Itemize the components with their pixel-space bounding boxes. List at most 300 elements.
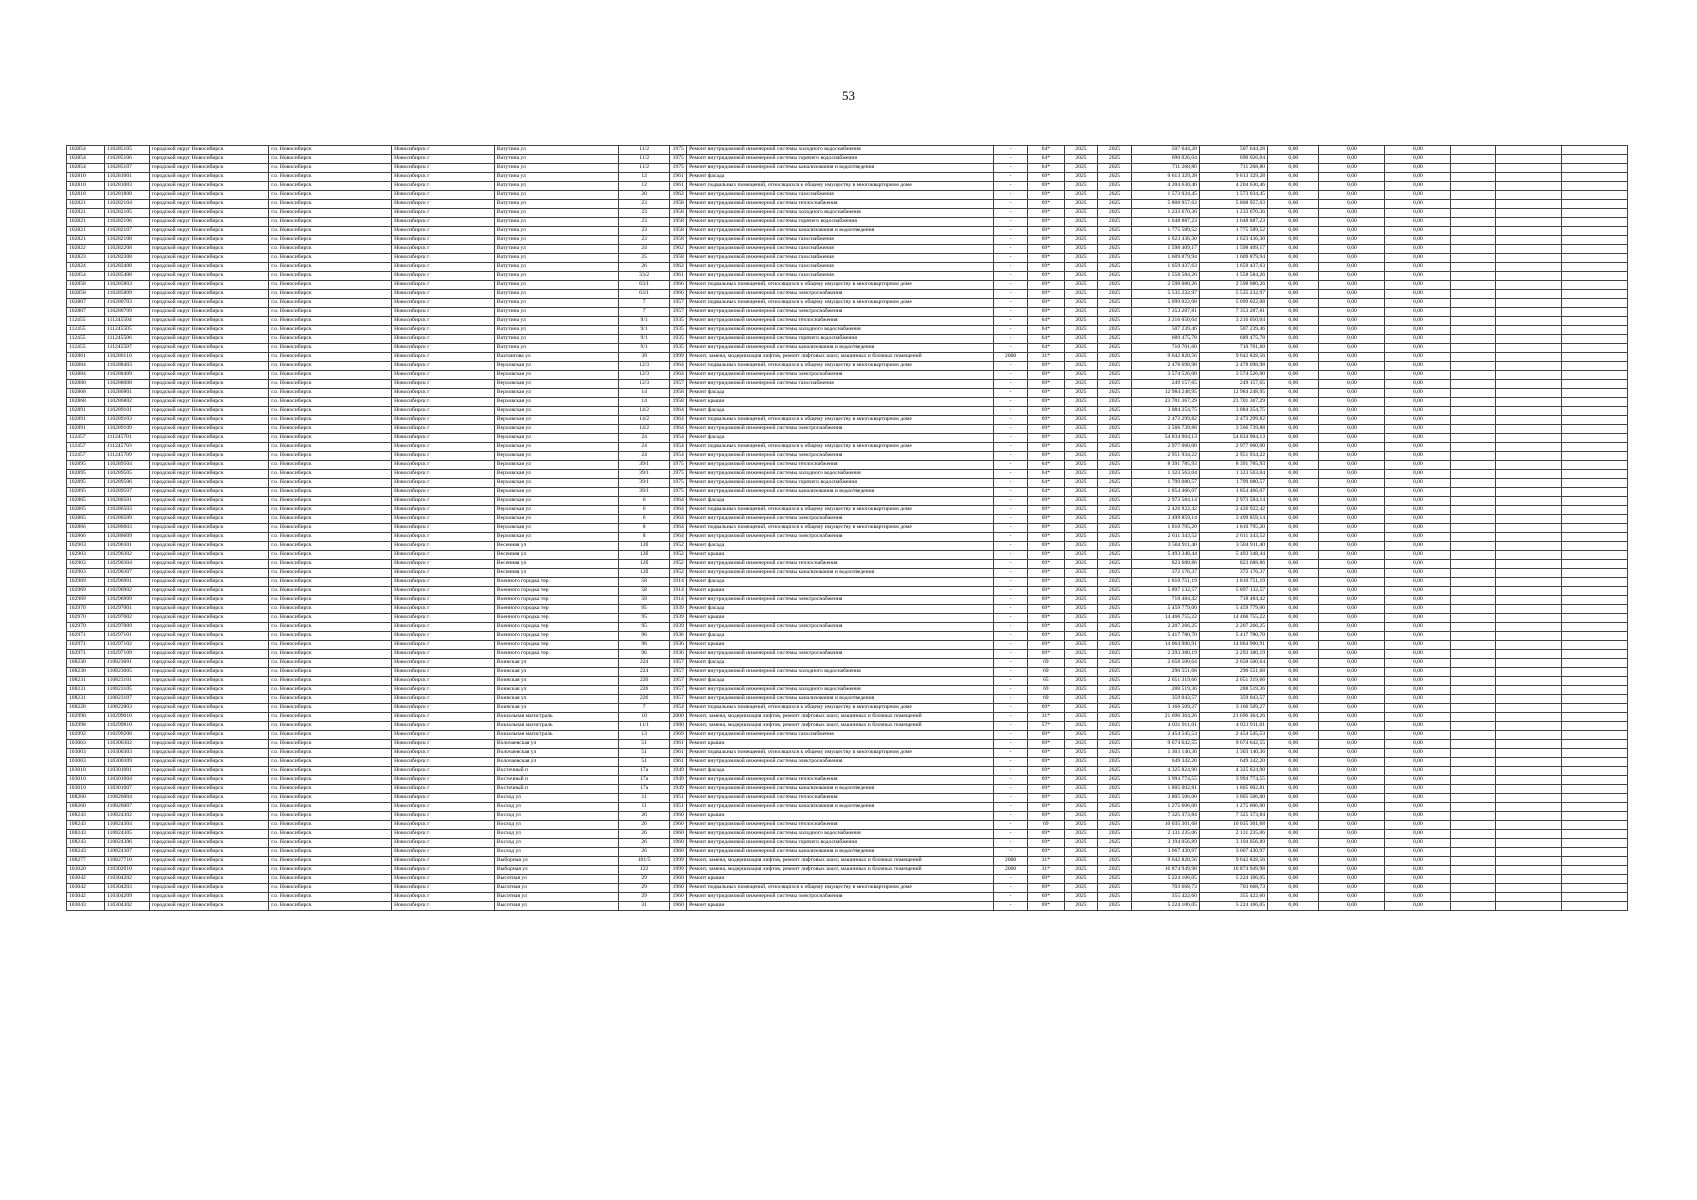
table-cell: Высотная ул <box>494 875 618 884</box>
table-cell: Ремонт крыши <box>687 641 994 650</box>
table-cell: г.о. Новосибирск <box>269 731 392 740</box>
table-cell: 7 <box>618 704 669 713</box>
table-cell: 1 623 436,30 <box>1199 236 1267 245</box>
table-cell: городской округ Новосибирск <box>149 425 269 434</box>
table-cell: 5 224 106,05 <box>1131 902 1199 911</box>
table-cell: 57* <box>1027 722 1064 731</box>
table-cell <box>1561 371 1627 380</box>
table-cell: 0,00 <box>1268 389 1319 398</box>
table-cell: Воинская ул <box>494 668 618 677</box>
table-cell: 9 642 828,56 <box>1131 857 1199 866</box>
table-cell <box>1496 758 1562 767</box>
table-cell: - <box>994 443 1028 452</box>
table-cell: 0,00 <box>1385 641 1451 650</box>
table-cell: 0,00 <box>1319 497 1385 506</box>
table-cell <box>1496 821 1562 830</box>
table-cell: Новосибирск г <box>392 848 495 857</box>
table-cell <box>1451 623 1496 632</box>
table-cell: Ремонт внутридомовой инженерной системы электроснабжения <box>687 452 994 461</box>
table-cell: 2 977 060,00 <box>1199 443 1267 452</box>
table-cell: 0,00 <box>1319 182 1385 191</box>
table-cell: Высотная ул <box>494 884 618 893</box>
table-cell: 69* <box>1027 578 1064 587</box>
table-cell <box>1451 821 1496 830</box>
table-row <box>67 227 1628 236</box>
table-cell: 1936 <box>670 641 687 650</box>
table-cell <box>1451 596 1496 605</box>
table-cell: 1935 <box>670 335 687 344</box>
table-cell: Ремонт внутридомовой инженерной системы холодного водоснабжения <box>687 830 994 839</box>
table-cell: 0,00 <box>1268 776 1319 785</box>
table-cell <box>1451 785 1496 794</box>
table-cell: - <box>994 299 1028 308</box>
table-cell <box>1561 515 1627 524</box>
table-cell: - <box>994 848 1028 857</box>
table-cell: 69 <box>1027 686 1064 695</box>
table-cell: 0,00 <box>1319 524 1385 533</box>
table-cell: 110286503 <box>104 506 149 515</box>
table-cell <box>1561 488 1627 497</box>
table-cell: г.о. Новосибирск <box>269 830 392 839</box>
table-cell <box>1451 362 1496 371</box>
table-cell: Ремонт подвальных помещений, относящихся к общему имуществу в многоквартирном доме <box>687 704 994 713</box>
table-cell <box>1496 416 1562 425</box>
table-cell: 0,00 <box>1268 812 1319 821</box>
table-cell: 1914 <box>670 578 687 587</box>
table-cell: 2025 <box>1064 659 1098 668</box>
table-cell <box>1496 560 1562 569</box>
table-cell: 3 805 506,00 <box>1199 794 1267 803</box>
table-cell: 110289504 <box>104 461 149 470</box>
table-row <box>67 398 1628 407</box>
table-cell: городской округ Новосибирск <box>149 398 269 407</box>
table-cell: 11/2 <box>618 155 669 164</box>
table-cell: Восточный п <box>494 776 618 785</box>
table-cell: 2025 <box>1064 713 1098 722</box>
table-cell: 69* <box>1027 191 1064 200</box>
table-cell: Новосибирск г <box>392 812 495 821</box>
table-cell: - <box>994 362 1028 371</box>
table-cell: 2 658 500,64 <box>1131 659 1199 668</box>
table-cell: г.о. Новосибирск <box>269 254 392 263</box>
table-cell: городской округ Новосибирск <box>149 515 269 524</box>
table-cell: 5 224 106,05 <box>1199 902 1267 911</box>
table-cell: 39/1 <box>618 470 669 479</box>
table-cell: 26 <box>618 821 669 830</box>
table-cell <box>1496 443 1562 452</box>
table-cell: 2 598 080,26 <box>1131 281 1199 290</box>
table-cell: 3 067 430,97 <box>1131 848 1199 857</box>
table-cell: 0,00 <box>1385 848 1451 857</box>
table-cell: 110297101 <box>104 632 149 641</box>
table-cell: г.о. Новосибирск <box>269 263 392 272</box>
table-cell: 13 <box>618 731 669 740</box>
table-cell: 2025 <box>1064 533 1098 542</box>
table-cell <box>1496 488 1562 497</box>
table-cell: Ремонт внутридомовой инженерной системы горячего водоснабжения <box>687 155 994 164</box>
table-cell: 0,00 <box>1385 632 1451 641</box>
table-cell: 102822 <box>67 245 105 254</box>
table-cell: 0,00 <box>1385 227 1451 236</box>
table-cell: 2 426 922,42 <box>1131 506 1199 515</box>
table-cell: 0,00 <box>1319 479 1385 488</box>
table-cell: 0,00 <box>1319 407 1385 416</box>
table-cell: 0,00 <box>1319 488 1385 497</box>
table-cell: 8 391 785,93 <box>1199 461 1267 470</box>
table-cell: 0,00 <box>1319 902 1385 911</box>
table-cell: 2025 <box>1098 416 1132 425</box>
table-cell: 102971 <box>67 641 105 650</box>
table-cell: - <box>994 281 1028 290</box>
table-cell <box>1451 803 1496 812</box>
table-cell: 3 194 056,89 <box>1131 839 1199 848</box>
table-cell: 703 668,73 <box>1131 884 1199 893</box>
table-cell <box>1496 245 1562 254</box>
table-cell <box>1451 578 1496 587</box>
table-cell <box>1561 632 1627 641</box>
table-cell: 2 611 343,52 <box>1131 533 1199 542</box>
table-cell <box>1451 434 1496 443</box>
table-cell <box>1496 587 1562 596</box>
table-cell <box>1451 605 1496 614</box>
table-cell <box>1451 317 1496 326</box>
table-cell: 108230 <box>67 668 105 677</box>
table-cell: 0,00 <box>1319 758 1385 767</box>
table-cell: 1 648 887,23 <box>1131 218 1199 227</box>
table-cell: 0,00 <box>1319 740 1385 749</box>
table-cell: Новосибирск г <box>392 245 495 254</box>
table-cell: 2 131 235,06 <box>1131 830 1199 839</box>
table-row <box>67 344 1628 353</box>
table-cell: 110282108 <box>104 236 149 245</box>
table-cell: 0,00 <box>1385 533 1451 542</box>
table-cell: 0,00 <box>1319 704 1385 713</box>
table-cell <box>1496 785 1562 794</box>
table-cell: 0,00 <box>1268 713 1319 722</box>
table-cell <box>1451 560 1496 569</box>
table-cell <box>1451 290 1496 299</box>
table-cell: 110823005 <box>104 668 149 677</box>
table-cell: г.о. Новосибирск <box>269 614 392 623</box>
table-cell: 101/5 <box>618 857 669 866</box>
table-cell: 69* <box>1027 776 1064 785</box>
table-cell: г.о. Новосибирск <box>269 686 392 695</box>
table-cell: 1957 <box>670 695 687 704</box>
table-cell: 2025 <box>1064 614 1098 623</box>
table-cell: 108243 <box>67 830 105 839</box>
table-cell: 102971 <box>67 632 105 641</box>
table-cell: Ватутина ул <box>494 236 618 245</box>
table-cell <box>1561 164 1627 173</box>
table-cell: г.о. Новосибирск <box>269 758 392 767</box>
table-cell: Ремонт внутридомовой инженерной системы теплоснабжения <box>687 560 994 569</box>
table-cell: - <box>994 695 1028 704</box>
table-cell: 2025 <box>1064 308 1098 317</box>
table-cell: 0,00 <box>1319 326 1385 335</box>
table-cell: 226 <box>618 677 669 686</box>
table-cell: г.о. Новосибирск <box>269 218 392 227</box>
table-cell: 2025 <box>1064 524 1098 533</box>
table-cell: 0,00 <box>1268 254 1319 263</box>
table-cell: 17а <box>618 776 669 785</box>
table-cell: 2025 <box>1098 785 1132 794</box>
table-cell: 2025 <box>1098 578 1132 587</box>
table-cell: 102903 <box>67 551 105 560</box>
table-cell <box>1451 452 1496 461</box>
table-row <box>67 200 1628 209</box>
table-cell <box>1496 344 1562 353</box>
table-cell: г.о. Новосибирск <box>269 470 392 479</box>
table-cell: - <box>994 803 1028 812</box>
table-cell: 111245504 <box>104 317 149 326</box>
table-cell: 69* <box>1027 200 1064 209</box>
table-row <box>67 803 1628 812</box>
table-cell: г.о. Новосибирск <box>269 290 392 299</box>
table-cell <box>1496 164 1562 173</box>
table-cell: 2025 <box>1098 254 1132 263</box>
table-cell: Весенняя ул <box>494 560 618 569</box>
table-cell <box>1561 272 1627 281</box>
table-cell: 1962 <box>670 263 687 272</box>
table-cell: 1960 <box>670 902 687 911</box>
table-cell <box>1561 641 1627 650</box>
table-cell: 0,00 <box>1385 299 1451 308</box>
table-cell: 110827710 <box>104 857 149 866</box>
table-cell: Новосибирск г <box>392 731 495 740</box>
table-cell: 2025 <box>1098 398 1132 407</box>
table-cell: 3 499 859,14 <box>1131 515 1199 524</box>
table-cell: 69* <box>1027 524 1064 533</box>
table-cell: 1958 <box>670 200 687 209</box>
table-cell: городской округ Новосибирск <box>149 902 269 911</box>
table-row <box>67 191 1628 200</box>
table-cell: городской округ Новосибирск <box>149 569 269 578</box>
table-cell: 2 131 235,06 <box>1199 830 1267 839</box>
table-cell: 102895 <box>67 488 105 497</box>
table-cell <box>1496 497 1562 506</box>
table-cell: 5 535 232,97 <box>1131 290 1199 299</box>
table-cell: Новосибирск г <box>392 596 495 605</box>
table-row <box>67 857 1628 866</box>
table-cell <box>1561 452 1627 461</box>
table-cell: 111245506 <box>104 335 149 344</box>
table-cell: 0,00 <box>1319 569 1385 578</box>
table-cell: - <box>994 740 1028 749</box>
table-cell: 5 099 022,08 <box>1199 299 1267 308</box>
table-cell: Верховская ул <box>494 398 618 407</box>
table-cell: 0,00 <box>1385 308 1451 317</box>
table-cell <box>1561 380 1627 389</box>
table-cell: 2025 <box>1064 830 1098 839</box>
table-cell: 12 984 248,95 <box>1199 389 1267 398</box>
table-row <box>67 479 1628 488</box>
table-cell: 2025 <box>1064 407 1098 416</box>
table-cell: 0,00 <box>1385 569 1451 578</box>
table-cell: 102861 <box>67 353 105 362</box>
table-cell: 69* <box>1027 632 1064 641</box>
table-cell: 2025 <box>1064 416 1098 425</box>
table-cell: 2025 <box>1064 200 1098 209</box>
table-cell <box>1561 353 1627 362</box>
table-cell: 69* <box>1027 767 1064 776</box>
table-cell: 0,00 <box>1268 641 1319 650</box>
table-cell: 1936 <box>670 632 687 641</box>
table-cell: 110282208 <box>104 245 149 254</box>
table-cell: Новосибирск г <box>392 542 495 551</box>
table-cell: 29 <box>618 893 669 902</box>
table-cell <box>1496 839 1562 848</box>
table-cell <box>1561 749 1627 758</box>
table-cell: 6 <box>618 506 669 515</box>
table-cell: 102895 <box>67 461 105 470</box>
table-cell: 39/1 <box>618 488 669 497</box>
table-cell: 1958 <box>670 236 687 245</box>
table-cell <box>1451 569 1496 578</box>
table-cell: городской округ Новосибирск <box>149 533 269 542</box>
table-cell: 110300303 <box>104 749 149 758</box>
table-cell: г.о. Новосибирск <box>269 236 392 245</box>
table-cell: - <box>994 191 1028 200</box>
table-row <box>67 812 1628 821</box>
table-cell: 2025 <box>1064 497 1098 506</box>
table-cell: городской округ Новосибирск <box>149 659 269 668</box>
table-cell: 3 084 254,75 <box>1199 407 1267 416</box>
table-row <box>67 830 1628 839</box>
table-cell: Ремонт внутридомовой инженерной системы холодного водоснабжения <box>687 146 994 155</box>
table-cell: 2 207 266,25 <box>1131 623 1199 632</box>
table-cell: 103003 <box>67 749 105 758</box>
table-cell: 0,00 <box>1385 776 1451 785</box>
table-cell: 2025 <box>1098 452 1132 461</box>
table-cell: 4 031 911,01 <box>1131 722 1199 731</box>
table-cell: 2 651 319,66 <box>1199 677 1267 686</box>
table-cell: Новосибирск г <box>392 749 495 758</box>
table-cell: 110285408 <box>104 272 149 281</box>
table-cell: Новосибирск г <box>392 218 495 227</box>
table-cell: 69 <box>1027 659 1064 668</box>
table-cell: 69* <box>1027 605 1064 614</box>
table-cell: - <box>994 479 1028 488</box>
table-cell <box>1561 659 1627 668</box>
table-cell: Волочаевская ул <box>494 758 618 767</box>
table-cell: 69* <box>1027 281 1064 290</box>
table-cell: 11/2 <box>618 164 669 173</box>
table-cell: 0,00 <box>1385 650 1451 659</box>
table-cell: 0,00 <box>1268 443 1319 452</box>
table-cell: 26 <box>618 830 669 839</box>
table-cell: Новосибирск г <box>392 740 495 749</box>
table-cell: г.о. Новосибирск <box>269 551 392 560</box>
table-cell: 12б <box>618 560 669 569</box>
table-cell: 103020 <box>67 866 105 875</box>
table-row <box>67 884 1628 893</box>
table-cell: 0,00 <box>1319 686 1385 695</box>
table-cell: 0,00 <box>1385 578 1451 587</box>
table-cell: 2025 <box>1098 479 1132 488</box>
table-cell: Новосибирск г <box>392 263 495 272</box>
table-cell: - <box>994 722 1028 731</box>
table-cell: 12б <box>618 551 669 560</box>
table-cell: 2025 <box>1064 443 1098 452</box>
table-cell: Новосибирск г <box>392 686 495 695</box>
table-cell <box>1561 173 1627 182</box>
table-cell: г.о. Новосибирск <box>269 785 392 794</box>
table-cell: 2025 <box>1098 470 1132 479</box>
table-cell: - <box>994 254 1028 263</box>
table-cell <box>1451 659 1496 668</box>
table-cell: Новосибирск г <box>392 623 495 632</box>
table-cell: 1914 <box>670 587 687 596</box>
table-cell: 2025 <box>1064 335 1098 344</box>
table-cell: 102868 <box>67 389 105 398</box>
table-cell: 69 <box>1027 668 1064 677</box>
table-cell: 69* <box>1027 884 1064 893</box>
table-row <box>67 623 1628 632</box>
table-cell: 69* <box>1027 758 1064 767</box>
table-cell: 108228 <box>67 704 105 713</box>
table-cell: 110297009 <box>104 623 149 632</box>
table-cell: 29 <box>618 884 669 893</box>
table-cell: 2025 <box>1064 164 1098 173</box>
table-cell: 110280703 <box>104 299 149 308</box>
table-cell: Ремонт внутридомовой инженерной системы холодного водоснабжения <box>687 209 994 218</box>
table-cell: 2025 <box>1098 533 1132 542</box>
table-cell: 110282106 <box>104 218 149 227</box>
table-cell: 0,00 <box>1268 326 1319 335</box>
table-cell <box>1496 281 1562 290</box>
table-cell: Новосибирск г <box>392 704 495 713</box>
table-cell <box>1561 146 1627 155</box>
table-cell <box>1496 605 1562 614</box>
table-cell: Волочаевская ул <box>494 740 618 749</box>
table-cell: Новосибирск г <box>392 587 495 596</box>
table-cell: 1952 <box>670 551 687 560</box>
table-cell: 0,00 <box>1268 821 1319 830</box>
table-cell: 102903 <box>67 542 105 551</box>
table-row <box>67 632 1628 641</box>
table-cell: 0,00 <box>1385 686 1451 695</box>
table-cell: 69* <box>1027 533 1064 542</box>
table-cell: Верховская ул <box>494 425 618 434</box>
table-cell: 5 808 957,63 <box>1131 200 1199 209</box>
table-cell: 249 157,65 <box>1199 380 1267 389</box>
table-cell: Вокзальная магистраль <box>494 722 618 731</box>
table-cell <box>1561 848 1627 857</box>
table-cell: Военного городка тер <box>494 614 618 623</box>
table-cell: 23 701 367,29 <box>1199 398 1267 407</box>
table-cell: Ремонт фасада <box>687 659 994 668</box>
table-cell: г.о. Новосибирск <box>269 497 392 506</box>
table-cell: 0,00 <box>1319 821 1385 830</box>
table-cell: 102891 <box>67 416 105 425</box>
table-cell: Новосибирск г <box>392 875 495 884</box>
table-row <box>67 506 1628 515</box>
table-row <box>67 416 1628 425</box>
table-cell <box>1451 371 1496 380</box>
table-cell: 102865 <box>67 497 105 506</box>
table-cell: Ремонт фасада <box>687 578 994 587</box>
table-cell: Новосибирск г <box>392 335 495 344</box>
table-cell: Новосибирск г <box>392 200 495 209</box>
table-cell: 102891 <box>67 425 105 434</box>
table-cell: 0,00 <box>1319 839 1385 848</box>
table-cell: 2025 <box>1098 560 1132 569</box>
table-cell: 2025 <box>1098 263 1132 272</box>
table-cell: 69* <box>1027 182 1064 191</box>
table-cell <box>1451 173 1496 182</box>
table-cell: 1960 <box>670 884 687 893</box>
table-cell: г.о. Новосибирск <box>269 317 392 326</box>
